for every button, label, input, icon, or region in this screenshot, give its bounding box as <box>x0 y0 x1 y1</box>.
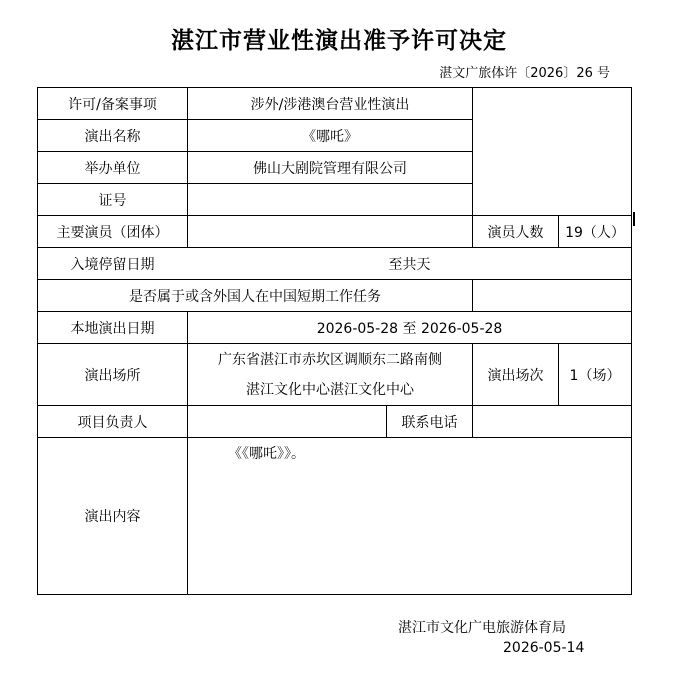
venue-value <box>188 344 472 405</box>
issue-date: 2026-05-14 <box>503 640 585 656</box>
performer-count-value: 19（人） <box>565 224 625 241</box>
entry-stay-label: 入境停留日期 <box>70 256 155 273</box>
content-value: 《《哪吒》》。 <box>228 446 305 462</box>
content-label: 演出内容 <box>84 509 141 525</box>
document-number: 湛文广旅体许〔2026〕26 号 <box>439 66 610 81</box>
project-lead-label: 项目负责人 <box>77 414 148 431</box>
main-performers-label: 主要演员（团体） <box>56 224 169 241</box>
permit-table <box>37 87 632 595</box>
local-dates-value: 2026-05-28 至 2026-05-28 <box>316 320 503 337</box>
local-dates-label: 本地演出日期 <box>70 320 155 337</box>
license-item-value: 涉外/涉港澳台营业性演出 <box>250 96 410 113</box>
organizer-value: 佛山大剧院管理有限公司 <box>253 160 407 177</box>
performer-count-label: 演员人数 <box>487 224 544 241</box>
sessions-value: 1（场） <box>569 367 621 384</box>
venue-label: 演出场所 <box>84 367 141 384</box>
venue-line-2: 湛江文化中心湛江文化中心 <box>246 381 414 398</box>
project-lead-value <box>188 406 386 437</box>
venue-line-1: 广东省湛江市赤坎区调顺东二路南侧 <box>218 351 442 368</box>
foreign-work-label: 是否属于或含外国人在中国短期工作任务 <box>129 288 381 305</box>
entry-stay-value: 至共天 <box>388 256 431 273</box>
phone-label: 联系电话 <box>401 414 458 431</box>
sessions-label: 演出场次 <box>487 367 544 384</box>
organizer-label: 举办单位 <box>84 160 141 177</box>
cert-no-value <box>188 184 472 215</box>
main-performers-value <box>188 216 472 247</box>
issuing-authority: 湛江市文化广电旅游体育局 <box>398 620 566 636</box>
document-title: 湛江市营业性演出准予许可决定 <box>171 28 507 54</box>
license-item-label: 许可/备案事项 <box>68 96 157 113</box>
cert-no-label: 证号 <box>98 192 127 209</box>
foreign-work-value <box>473 280 631 311</box>
text-cursor-mark <box>633 212 635 226</box>
phone-value <box>473 406 631 437</box>
show-name-value: 《哪吒》 <box>302 128 358 145</box>
show-name-label: 演出名称 <box>84 128 141 145</box>
